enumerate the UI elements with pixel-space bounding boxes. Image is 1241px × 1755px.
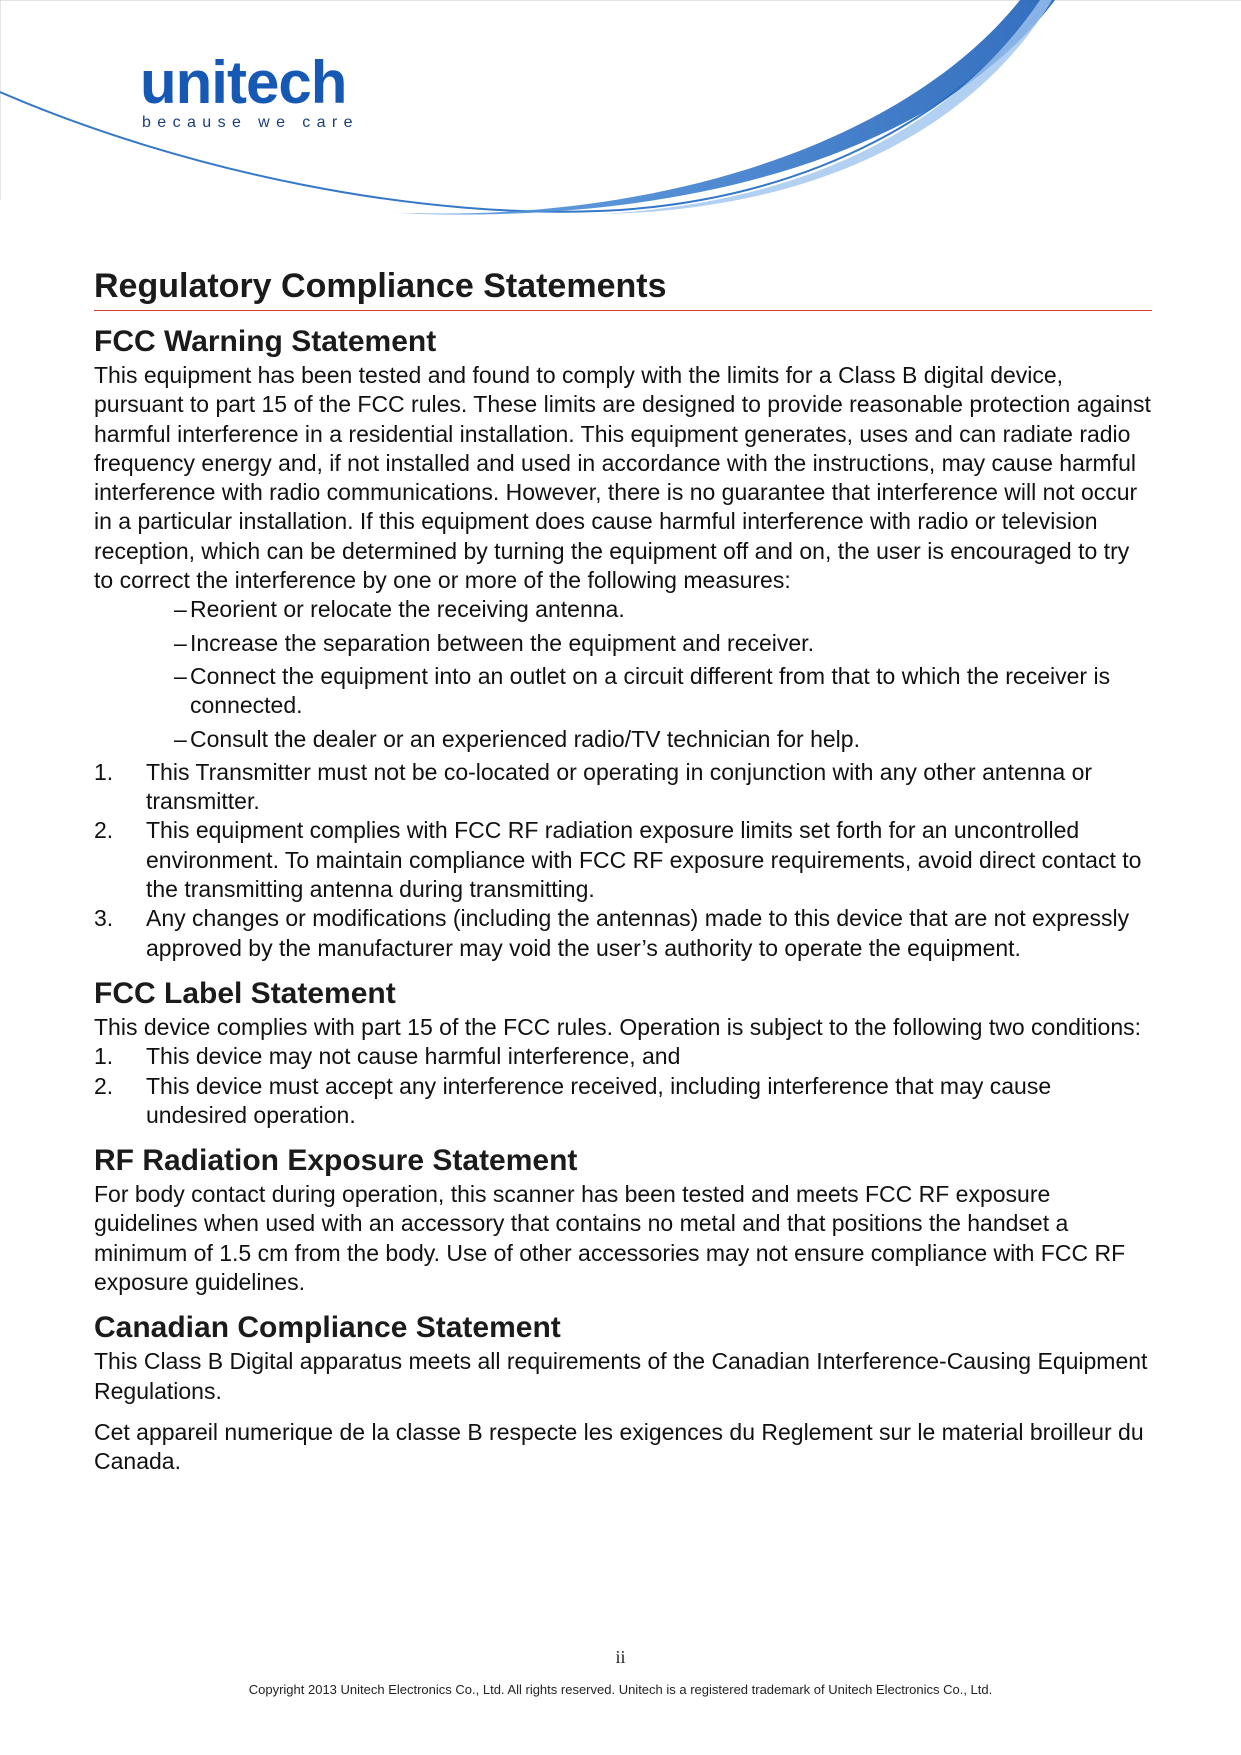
logo-wordmark: unitech [140,49,347,116]
document-body [94,266,1152,1477]
rf-exposure-heading: RF Radiation Exposure Statement [94,1144,578,1178]
list-item: 3. Any changes or modifications (including the antennas) made to this device that are not expressly approved by the manufacturer may void the user’s authority to operate the equipment. [94,905,1130,961]
page-title: Regulatory Compliance Statements [94,266,1152,311]
logo-tagline: because we care [142,114,359,131]
rf-exposure-text: For body contact during operation, this scanner has been tested and meets FCC RF exposure guidelines when used with an accessory that contains no metal and that positions the handset a minimum of 1.5 cm from the body. Use of other accessories may not ensure compliance with FCC RF exposure guidelines. [94,1181,1126,1296]
canadian-text-fr: Cet appareil numerique de la classe B respecte les exigences du Reglement sur le material broilleur du Canada. [94,1418,1144,1475]
list-item: – Reorient or relocate the receiving antenna. [174,596,625,623]
fcc-label-numbered-list [94,1042,1152,1130]
fcc-label-heading: FCC Label Statement [94,976,396,1010]
list-item: 2. This equipment complies with FCC RF radiation exposure limits set forth for an uncontrolled environment. To maintain compliance with FCC RF exposure requirements, avoid direct contact to the transmitting antenna during transmitting. [94,817,1142,903]
canadian-text-en: This Class B Digital apparatus meets all requirements of the Canadian Interference-Causing Equipment Regulations. [94,1348,1148,1404]
canadian-heading: Canadian Compliance Statement [94,1311,561,1345]
list-item: 2. This device must accept any interference received, including interference that may cause undesired operation. [94,1072,1052,1128]
list-item: – Consult the dealer or an experienced radio/TV technician for help. [174,725,860,752]
list-item: 1. This device may not cause harmful interference, and [94,1043,681,1070]
unitech-logo [140,49,359,132]
fcc-measures-list [94,595,1152,753]
list-item: 1. This Transmitter must not be co-located or operating in conjunction with any other antenna or transmitter. [94,758,1093,815]
copyright-notice: Copyright 2013 Unitech Electronics Co., Ltd. All rights reserved. Unitech is a registered trademark of Unitech Electronics Co., Ltd. [248,1682,993,1697]
list-item: – Connect the equipment into an outlet on a circuit different from that to which the receiver is connected. [174,662,1111,719]
fcc-label-intro: This device complies with part 15 of the FCC rules. Operation is subject to the following two conditions: [94,1013,1141,1040]
page-number: ii [615,1647,626,1667]
list-item: – Increase the separation between the equipment and receiver. [174,629,814,656]
fcc-warning-heading: FCC Warning Statement [94,325,437,358]
fcc-warning-numbered-list [94,758,1152,963]
fcc-warning-intro: This equipment has been tested and found to comply with the limits for a Class B digital device, pursuant to part 15 of the FCC rules. These limits are designed to provide reasonable protection against harmful interference in a residential installation. This equipment generates, uses and can radiate radio frequency energy and, if not installed and used in accordance with the instructions, may cause harmful interference with radio communications. However, there is no guarantee that interference will not occur in a particular installation. If this equipment does cause harmful interference with radio or television reception, which can be determined by turning the equipment off and on, the user is encouraged to try to correct the interference by one or more of the following measures: [94,362,1151,594]
